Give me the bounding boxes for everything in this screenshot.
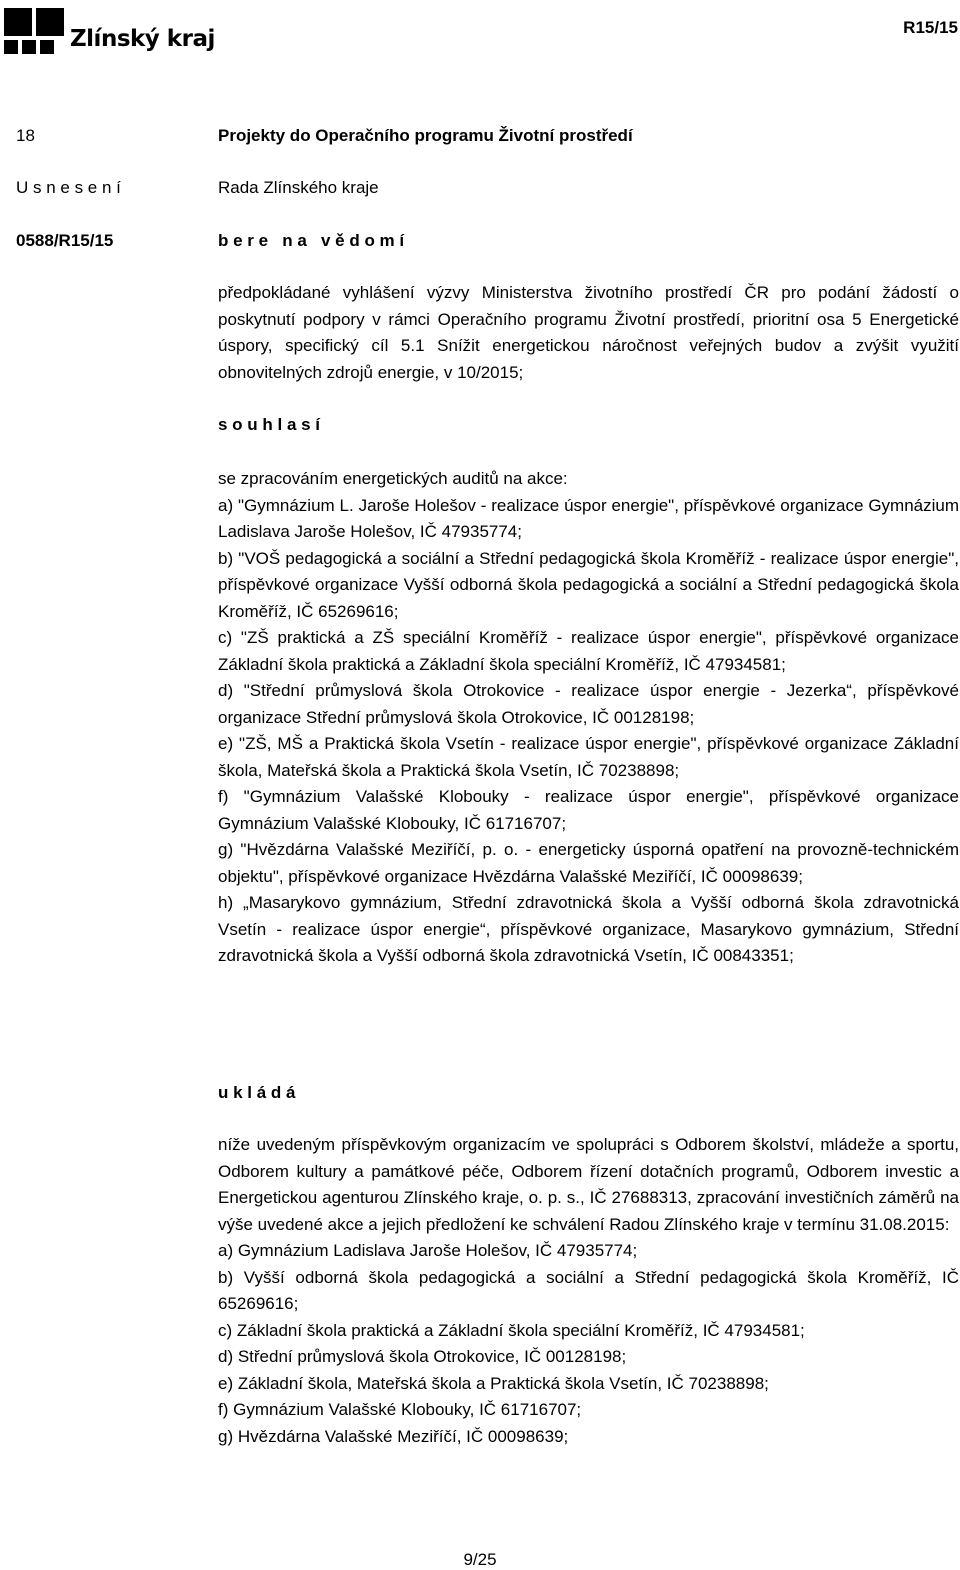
resolution-number: 0588/R15/15	[16, 231, 114, 250]
souhlasi-intro: se zpracováním energetických auditů na akce:	[218, 469, 568, 488]
page-number: 9/25	[463, 1550, 497, 1569]
agenda-number: 18	[16, 126, 35, 145]
list-item: h) „Masarykovo gymnázium, Střední zdravotnická škola a Vyšší odborná škola zdravotnická Vsetín - realizace úspor energie“, příspěvkové organizace, Masarykovo gymnázium, Střední zdravotnická škola a Vyšší odborná škola zdravotnická Vsetín, IČ 00843351;	[218, 893, 959, 965]
list-item: g) "Hvězdárna Valašské Meziříčí, p. o. - energeticky úsporná opatření na provozně-technickém objektu", příspěvkové organizace Hvězdárna Valašské Meziříčí, IČ 00098639;	[218, 840, 959, 886]
resolution-body: Rada Zlínského kraje	[218, 178, 379, 197]
list-item: b) Vyšší odborná škola pedagogická a sociální a Střední pedagogická škola Kroměříž, IČ 65269616;	[218, 1267, 959, 1313]
bere-na-vedomi-heading: b e r e n a v ě d o m í	[218, 231, 405, 250]
list-item: f) Gymnázium Valašské Klobouky, IČ 61716707;	[218, 1400, 582, 1419]
logo-text: Zlínský kraj	[70, 26, 215, 52]
uklada-section	[218, 1132, 959, 1450]
uklada-intro: níže uvedeným příspěvkovým organizacím ve spolupráci s Odborem školství, mládeže a sportu, Odborem kultury a památkové péče, Odborem řízení dotačních programů, Odborem investic a Energetickou agenturou Zlínského kraje, o. p. s., IČ 27688313, zpracování investičních záměrů na výše uvedené akce a jejich předložení ke schválení Radou Zlínského kraje v termínu 31.08.2015:	[218, 1135, 959, 1234]
list-item: a) "Gymnázium L. Jaroše Holešov - realizace úspor energie", příspěvkové organizace Gymnázium Ladislava Jaroše Holešov, IČ 47935774;	[218, 495, 959, 541]
document-code: R15/15	[903, 18, 958, 37]
list-item: c) Základní škola praktická a Základní škola speciální Kroměříž, IČ 47934581;	[218, 1320, 805, 1340]
list-item: a) Gymnázium Ladislava Jaroše Holešov, IČ 47935774;	[218, 1241, 638, 1260]
logo-squares-icon	[4, 8, 66, 54]
agenda-title: Projekty do Operačního programu Životní prostředí	[218, 126, 633, 145]
bere-na-vedomi-text: předpokládané vyhlášení výzvy Ministerstva životního prostředí ČR pro podání žádostí o poskytnutí podpory v rámci Operačního programu Životní prostředí, prioritní osa 5 Energetické úspory, specifický cíl 5.1 Snížit energetickou náročnost veřejných budov a zvýšit využití obnovitelných zdrojů energie, v 10/2015;	[218, 283, 959, 382]
list-item: d) Střední průmyslová škola Otrokovice, IČ 00128198;	[218, 1347, 627, 1366]
uklada-heading: u k l á d á	[218, 1083, 296, 1102]
list-item: g) Hvězdárna Valašské Meziříčí, IČ 00098639;	[218, 1426, 569, 1446]
list-item: c) "ZŠ praktická a ZŠ speciální Kroměříž - realizace úspor energie", příspěvkové organizace Základní škola praktická a Základní škola speciální Kroměříž, IČ 47934581;	[218, 628, 959, 674]
list-item: d) "Střední průmyslová škola Otrokovice - realizace úspor energie - Jezerka“, příspěvkové organizace Střední průmyslová škola Otrokovice, IČ 00128198;	[218, 681, 959, 727]
list-item: e) "ZŠ, MŠ a Praktická škola Vsetín - realizace úspor energie", příspěvkové organizace Základní škola, Mateřská škola a Praktická škola Vsetín, IČ 70238898;	[218, 734, 959, 780]
resolution-label: U s n e s e n í	[16, 178, 121, 197]
list-item: e) Základní škola, Mateřská škola a Praktická škola Vsetín, IČ 70238898;	[218, 1373, 769, 1393]
list-item: b) "VOŠ pedagogická a sociální a Střední pedagogická škola Kroměříž - realizace úspor energie", příspěvkové organizace Vyšší odborná škola pedagogická a sociální a Střední pedagogická škola Kroměříž, IČ 65269616;	[218, 548, 959, 621]
zlinsky-kraj-logo	[4, 8, 215, 54]
souhlasi-heading: s o u h l a s í	[218, 415, 321, 434]
list-item: f) "Gymnázium Valašské Klobouky - realizace úspor energie", příspěvkové organizace Gymnázium Valašské Klobouky, IČ 61716707;	[218, 787, 959, 833]
souhlasi-section	[218, 466, 959, 970]
